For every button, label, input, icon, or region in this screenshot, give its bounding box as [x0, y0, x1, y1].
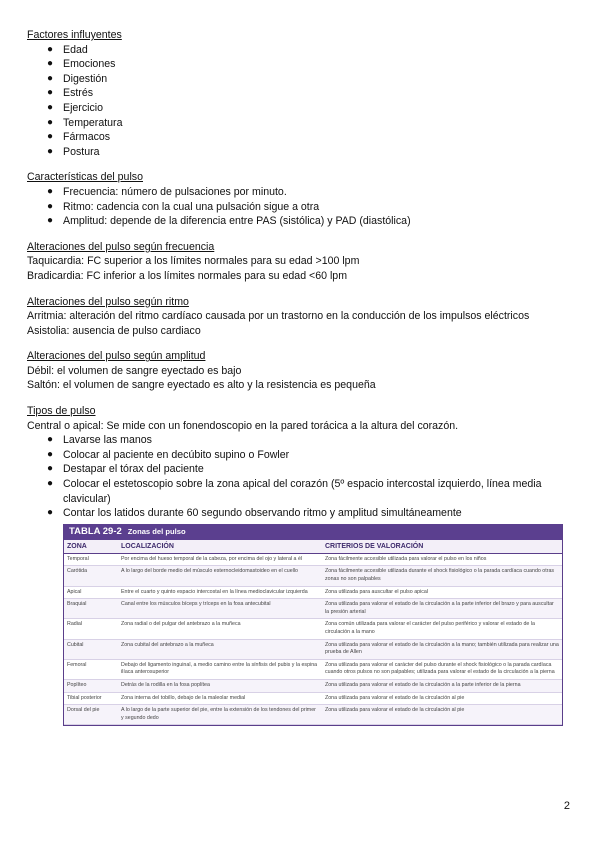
cell-localizacion: Zona interna del tobillo, debajo de la maleolar medial: [118, 692, 322, 705]
bullet-icon: ●: [47, 116, 54, 128]
heading-tipos: Tipos de pulso: [27, 405, 96, 418]
cell-criterios: Zona fácilmente accesible utilizada para valorar el pulso en los niños: [322, 553, 562, 566]
cell-zona: Cubital: [64, 639, 118, 659]
column-header-localizacion: LOCALIZACIÓN: [118, 540, 322, 554]
list-item: ● Ritmo: cadencia con la cual una pulsación sigue a otra: [47, 200, 320, 213]
section-tipos: [27, 404, 575, 726]
list-item: ● Emociones: [47, 58, 116, 71]
list-item: ● Amplitud: depende de la diferencia entre PAS (sistólica) y PAD (diastólica): [47, 215, 411, 228]
heading-factores: Factores influyentes: [27, 29, 122, 41]
bullet-icon: ●: [47, 87, 54, 99]
section-caracteristicas: [27, 170, 575, 228]
list-item: ● Contar los latidos durante 60 segundo observando ritmo y amplitud simultáneamente: [47, 507, 462, 520]
bullet-icon: ●: [47, 145, 54, 157]
table-row: [64, 586, 562, 599]
cell-localizacion: Detrás de la rodilla en la fosa poplítea: [118, 679, 322, 692]
cell-localizacion: Entre el cuarto y quinto espacio intercostal en la línea medioclavicular izquierda: [118, 586, 322, 599]
cell-zona: Dorsal del pie: [64, 705, 118, 725]
column-header-zona: ZONA: [64, 540, 118, 554]
column-header-criterios: CRITERIOS DE VALORACIÓN: [322, 540, 562, 554]
cell-localizacion: A lo largo del borde medio del músculo esternocleidomastoideo en el cuello: [118, 566, 322, 586]
bullet-icon: ●: [47, 200, 54, 212]
cell-localizacion: Debajo del ligamento inguinal, a medio camino entre la sínfisis del pubis y la espina ilíaca anterosuperior: [118, 659, 322, 679]
list-item: ● Ejercicio: [47, 101, 104, 114]
heading-caracteristicas: Características del pulso: [27, 171, 143, 184]
section-frecuencia: [27, 240, 575, 284]
bullet-icon: ●: [47, 43, 54, 55]
bullet-icon: ●: [47, 131, 54, 143]
cell-criterios: Zona utilizada para valorar el estado de la circulación al pie: [322, 692, 562, 705]
bullet-icon: ●: [47, 478, 54, 490]
list-item: ● Colocar al paciente en decúbito supino o Fowler: [47, 448, 290, 461]
cell-zona: Radial: [64, 619, 118, 639]
table-row: [64, 705, 562, 725]
list-item: ● Frecuencia: número de pulsaciones por minuto.: [47, 185, 287, 198]
cell-criterios: Zona utilizada para valorar el estado de la circulación al pie: [322, 705, 562, 725]
table-title: TABLA 29-2: [69, 526, 122, 538]
cell-criterios: Zona utilizada para auscultar el pulso apical: [322, 586, 562, 599]
list-item: ● Destapar el tórax del paciente: [47, 463, 204, 476]
list-item: ● Lavarse las manos: [47, 434, 152, 447]
section-amplitud: [27, 349, 575, 393]
cell-criterios: Zona utilizada para valorar el carácter del pulso durante el shock fisiológico o la parada cardíaca cuando otros pulsos no son palpables; utilizada para valorar el estado de la circulación a la pierna: [322, 659, 562, 679]
list-tipos: [27, 433, 575, 521]
list-caracteristicas: [27, 185, 575, 229]
bullet-icon: ●: [47, 101, 54, 113]
bullet-icon: ●: [47, 215, 54, 227]
cell-localizacion: Canal entre los músculos bíceps y tríceps en la fosa antecubital: [118, 599, 322, 619]
list-item: ● Estrés: [47, 87, 94, 100]
table-row: [64, 659, 562, 679]
cell-criterios: Zona fácilmente accesible utilizada durante el shock fisiológico o la parada cardíaca cuando otras zonas no son palpables: [322, 566, 562, 586]
cell-zona: Braquial: [64, 599, 118, 619]
bullet-icon: ●: [47, 434, 54, 446]
text-taquicardia: Taquicardia: FC superior a los límites normales para su edad >100 lpm: [27, 255, 360, 268]
list-factores: [27, 43, 575, 160]
cell-zona: Temporal: [64, 553, 118, 566]
text-central-apical: Central o apical: Se mide con un fonendoscopio en la pared torácica a la altura del corazón.: [27, 419, 459, 432]
cell-localizacion: A lo largo de la parte superior del pie, entre la extensión de los tendones del primer y segundo dedo: [118, 705, 322, 725]
pulse-zones-table: [63, 524, 563, 727]
bullet-icon: ●: [47, 72, 54, 84]
list-item: ● Edad: [47, 43, 88, 56]
table-row: [64, 692, 562, 705]
cell-localizacion: Por encima del hueso temporal de la cabeza, por encima del ojo y lateral a él: [118, 553, 322, 566]
list-item: ● Postura: [47, 145, 100, 158]
section-factores: [27, 28, 575, 159]
table-header-row: [64, 540, 562, 554]
table-row: [64, 566, 562, 586]
list-item: ● Temperatura: [47, 116, 123, 129]
table-row: [64, 553, 562, 566]
cell-localizacion: Zona cubital del antebrazo a la muñeca: [118, 639, 322, 659]
text-arritmia: Arritmia: alteración del ritmo cardíaco causada por un trastorno en la conducción de los impulsos eléctricos: [27, 310, 530, 323]
table-row: [64, 679, 562, 692]
table-subtitle: Zonas del pulso: [127, 527, 186, 537]
bullet-icon: ●: [47, 463, 54, 475]
table-title-bar: [64, 524, 562, 540]
text-asistolia: Asistolia: ausencia de pulso cardiaco: [27, 324, 201, 337]
cell-criterios: Zona utilizada para valorar el estado de la circulación a la mano; también utilizada para realizar una prueba de Allen: [322, 639, 562, 659]
heading-frecuencia: Alteraciones del pulso según frecuencia: [27, 240, 215, 253]
cell-zona: Tibial posterior: [64, 692, 118, 705]
text-debil: Débil: el volumen de sangre eyectado es bajo: [27, 364, 242, 377]
table-row: [64, 639, 562, 659]
cell-zona: Apical: [64, 586, 118, 599]
heading-amplitud: Alteraciones del pulso según amplitud: [27, 350, 206, 363]
text-bradicardia: Bradicardia: FC inferior a los límites normales para su edad <60 lpm: [27, 269, 348, 282]
cell-zona: Femoral: [64, 659, 118, 679]
list-item: ● Fármacos: [47, 131, 111, 144]
cell-criterios: Zona utilizada para valorar el estado de la circulación a la parte inferior del brazo y para auscultar la presión arterial: [322, 599, 562, 619]
text-salton: Saltón: el volumen de sangre eyectado es alto y la resistencia es pequeña: [27, 379, 376, 392]
heading-ritmo: Alteraciones del pulso según ritmo: [27, 295, 189, 308]
table-row: [64, 619, 562, 639]
cell-criterios: Zona utilizada para valorar el estado de la circulación a la parte inferior de la pierna: [322, 679, 562, 692]
document-page: [27, 28, 575, 737]
bullet-icon: ●: [47, 448, 54, 460]
list-item: ● Colocar el estetoscopio sobre la zona apical del corazón (5º espacio intercostal izquierdo, línea media clavicular): [47, 478, 542, 505]
table: [64, 540, 562, 726]
cell-zona: Poplíteo: [64, 679, 118, 692]
list-item: ● Digestión: [47, 72, 108, 85]
bullet-icon: ●: [47, 58, 54, 70]
cell-zona: Carótida: [64, 566, 118, 586]
bullet-icon: ●: [47, 507, 54, 519]
section-ritmo: [27, 295, 575, 339]
table-row: [64, 599, 562, 619]
cell-criterios: Zona común utilizada para valorar el carácter del pulso periférico y valorar el estado de la circulación a la mano: [322, 619, 562, 639]
page-number: 2: [563, 800, 570, 812]
cell-localizacion: Zona radial o del pulgar del antebrazo a la muñeca: [118, 619, 322, 639]
bullet-icon: ●: [47, 185, 54, 197]
